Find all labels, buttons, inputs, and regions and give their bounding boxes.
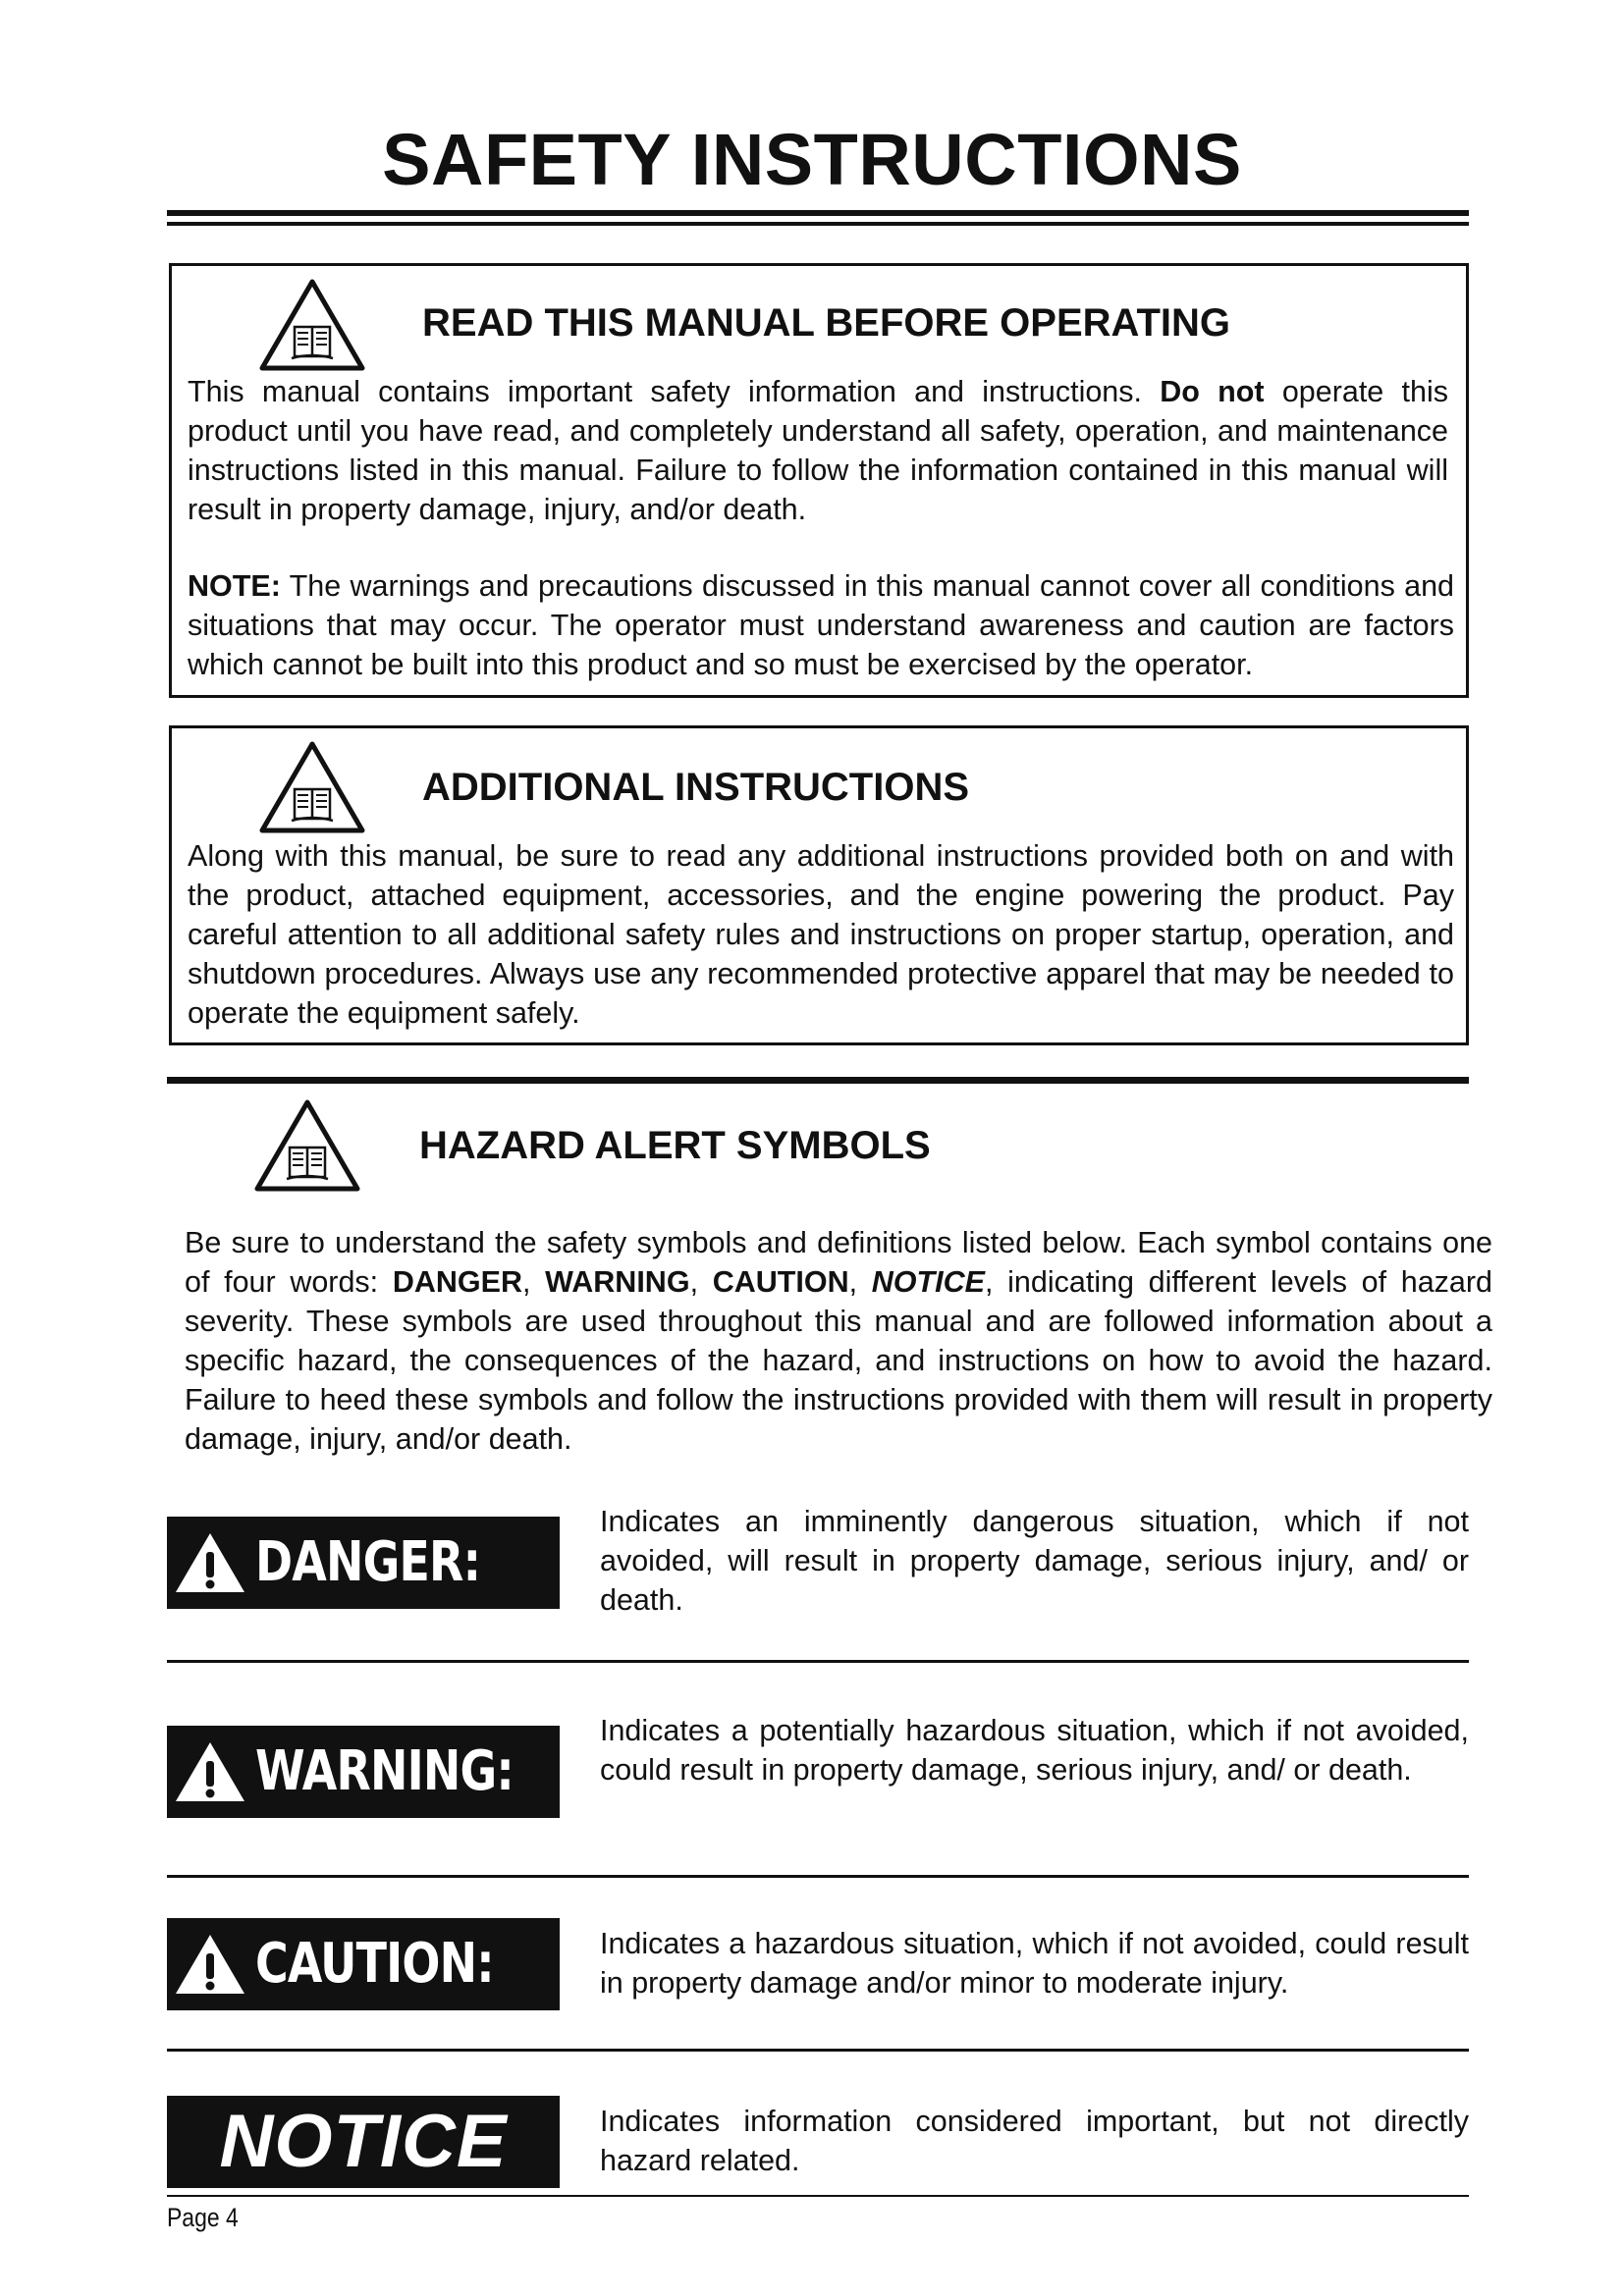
manual-warning-icon xyxy=(258,740,366,834)
read-manual-text: This manual contains important safety information and instructions. Do not operate this product until you have read, and completely understand all safety, operation, and maintenance instructions listed in this manual. Failure to follow the information contained in this manual will result in property damage, injury, and/or death. xyxy=(188,375,1448,526)
manual-warning-icon xyxy=(258,278,366,372)
read-manual-box xyxy=(169,263,1469,698)
divider xyxy=(167,1660,1469,1663)
additional-instructions-text: Along with this manual, be sure to read any additional instructions provided both on and with the product, attached equipment, accessories, and the engine powering the product. Pay careful attention to all additional safety rules and instructions on proper startup, operation, and shutdown procedures. Always use any recommended protective apparel that may be needed to operate the equipment safely. xyxy=(188,839,1454,1030)
caution-label: CAUTION: xyxy=(255,1932,494,1996)
footer-rule xyxy=(167,2195,1469,2197)
additional-instructions-box xyxy=(169,725,1469,1045)
hazard-section-rule xyxy=(167,1077,1469,1084)
read-manual-heading: READ THIS MANUAL BEFORE OPERATING xyxy=(422,301,1230,345)
page-title: SAFETY INSTRUCTIONS xyxy=(382,119,1242,200)
caution-symbol xyxy=(167,1918,560,2010)
title-double-rule xyxy=(167,210,1469,226)
divider xyxy=(167,2049,1469,2052)
notice-description: Indicates information considered important, but not directly hazard related. xyxy=(600,2105,1469,2177)
hazard-heading: HAZARD ALERT SYMBOLS xyxy=(419,1124,931,1167)
exclamation-triangle-icon xyxy=(173,1739,247,1804)
warning-label: WARNING: xyxy=(255,1739,514,1803)
caution-description: Indicates a hazardous situation, which if not avoided, could result in property damage and/or minor to moderate injury. xyxy=(600,1927,1469,2000)
warning-description: Indicates a potentially hazardous situation, which if not avoided, could result in property damage, serious injury, and/ or death. xyxy=(600,1714,1469,1787)
warning-symbol xyxy=(167,1726,560,1818)
exclamation-triangle-icon xyxy=(173,1530,247,1595)
read-manual-note: NOTE: The warnings and precautions discussed in this manual cannot cover all conditions and situations that may occur. The operator must understand awareness and caution are factors which cannot be built into this product and so must be exercised by the operator. xyxy=(188,569,1454,681)
notice-symbol xyxy=(167,2096,560,2188)
exclamation-triangle-icon xyxy=(173,1932,247,1997)
danger-description: Indicates an imminently dangerous situation, which if not avoided, will result in property damage, serious injury, and/ or death. xyxy=(600,1505,1469,1617)
hazard-text: Be sure to understand the safety symbols and definitions listed below. Each symbol contains one of four words: DANGER, WARNING, CAUTION, NOTICE, indicating different levels of hazard severity. These symbols are used throughout this manual and are followed information about a specific hazard, the consequences of the hazard, and instructions on how to avoid the hazard. Failure to heed these symbols and follow the instructions provided with them will result in property damage, injury, and/or death. xyxy=(185,1226,1492,1456)
danger-label: DANGER: xyxy=(255,1530,481,1594)
divider xyxy=(167,1875,1469,1878)
page-number: Page 4 xyxy=(167,2203,239,2232)
additional-instructions-heading: ADDITIONAL INSTRUCTIONS xyxy=(422,766,970,809)
danger-symbol xyxy=(167,1517,560,1609)
manual-warning-icon xyxy=(253,1098,361,1193)
notice-label: NOTICE xyxy=(219,2100,508,2183)
